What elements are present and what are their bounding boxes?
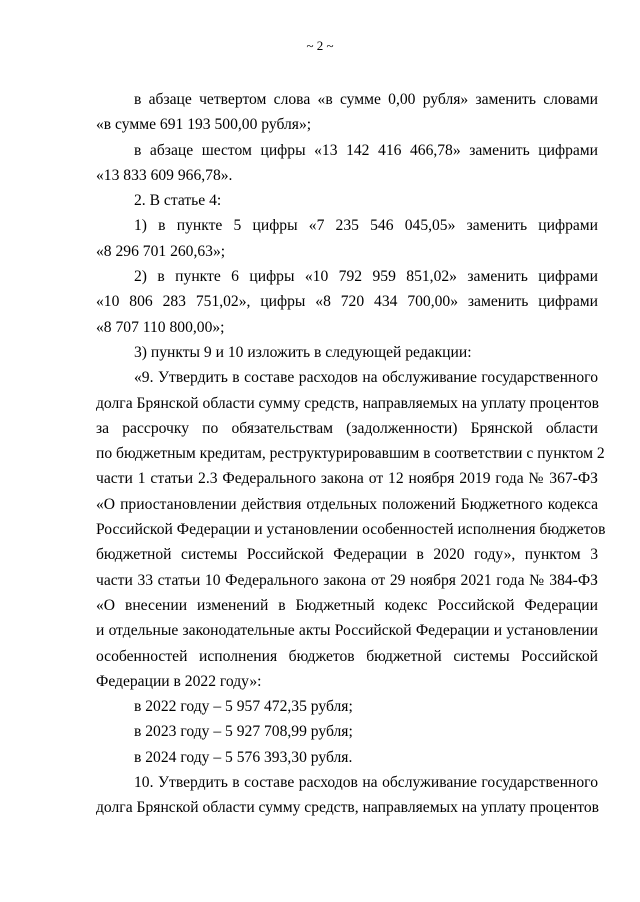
text-line: «8 707 110 800,00»;: [96, 318, 225, 336]
paragraph-amend-fourth-clause: [96, 87, 598, 138]
text-line: Российской Федерации и установлении особенностей исполнения бюджетов: [96, 521, 606, 539]
list-item: в 2024 году – 5 576 393,30 рубля.: [134, 748, 353, 766]
text-line: «8 296 701 260,63»;: [96, 242, 226, 260]
text-line: 3) пункты 9 и 10 изложить в следующей редакции:: [134, 343, 472, 361]
text-line: долга Брянской области сумму средств, направляемых на уплату процентов: [96, 799, 599, 817]
text-line: «10 806 283 751,02», цифры «8 720 434 700,00» заменить цифрами: [96, 293, 598, 311]
paragraph-amend-sixth-clause: [96, 138, 598, 189]
text-line: «9. Утвердить в составе расходов на обслуживание государственного: [134, 369, 598, 387]
text-line: «О внесении изменений в Бюджетный кодекс Российской Федерации: [96, 596, 598, 614]
paragraph-item-3: [96, 340, 598, 365]
paragraph-clause-10: [96, 770, 598, 821]
paragraph-item-1: [96, 213, 598, 264]
text-line: 2) в пункте 6 цифры «10 792 959 851,02» заменить цифрами: [134, 268, 598, 286]
text-line: и отдельные законодательные акты Российской Федерации и установлении: [96, 622, 598, 640]
text-line: долга Брянской области сумму средств, направляемых на уплату процентов: [96, 394, 599, 412]
text-line: в абзаце четвертом слова «в сумме 0,00 рубля» заменить словами: [134, 91, 598, 108]
text-line: в абзаце шестом цифры «13 142 416 466,78» заменить цифрами: [134, 141, 598, 159]
text-line: бюджетной системы Российской Федерации в 2020 году», пунктом 3: [96, 546, 598, 564]
text-line: части 1 статьи 2.3 Федерального закона от 12 ноября 2019 года № 367-ФЗ: [96, 470, 598, 488]
text-line: особенностей исполнения бюджетов бюджетной системы Российской: [96, 647, 598, 665]
text-line: Федерации в 2022 году»:: [96, 672, 262, 690]
text-line: 1) в пункте 5 цифры «7 235 546 045,05» заменить цифрами: [134, 217, 598, 235]
text-line: 2. В статье 4:: [134, 192, 222, 210]
text-line: «в сумме 691 193 500,00 рубля»;: [96, 116, 312, 134]
paragraph-clause-9: [96, 365, 606, 694]
amount-list: [96, 694, 598, 770]
text-line: «13 833 609 966,78».: [96, 166, 233, 184]
text-line: «О приостановлении действия отдельных положений Бюджетного кодекса: [96, 495, 598, 513]
text-line: 10. Утвердить в составе расходов на обслуживание государственного: [134, 774, 598, 792]
list-item: в 2023 году – 5 927 708,99 рубля;: [134, 723, 353, 741]
page-number: ~ 2 ~: [306, 38, 334, 53]
document-body: [96, 87, 606, 821]
text-line: за рассрочку по обязательствам (задолженности) Брянской области: [96, 419, 598, 437]
text-line: по бюджетным кредитам, реструктурировавшим в соответствии с пунктом 2: [96, 445, 605, 463]
paragraph-article-4-heading: [96, 188, 598, 213]
list-item: в 2022 году – 5 957 472,35 рубля;: [134, 698, 353, 716]
paragraph-item-2: [96, 264, 598, 340]
text-line: части 33 статьи 10 Федерального закона от 29 ноября 2021 года № 384-ФЗ: [96, 571, 598, 589]
